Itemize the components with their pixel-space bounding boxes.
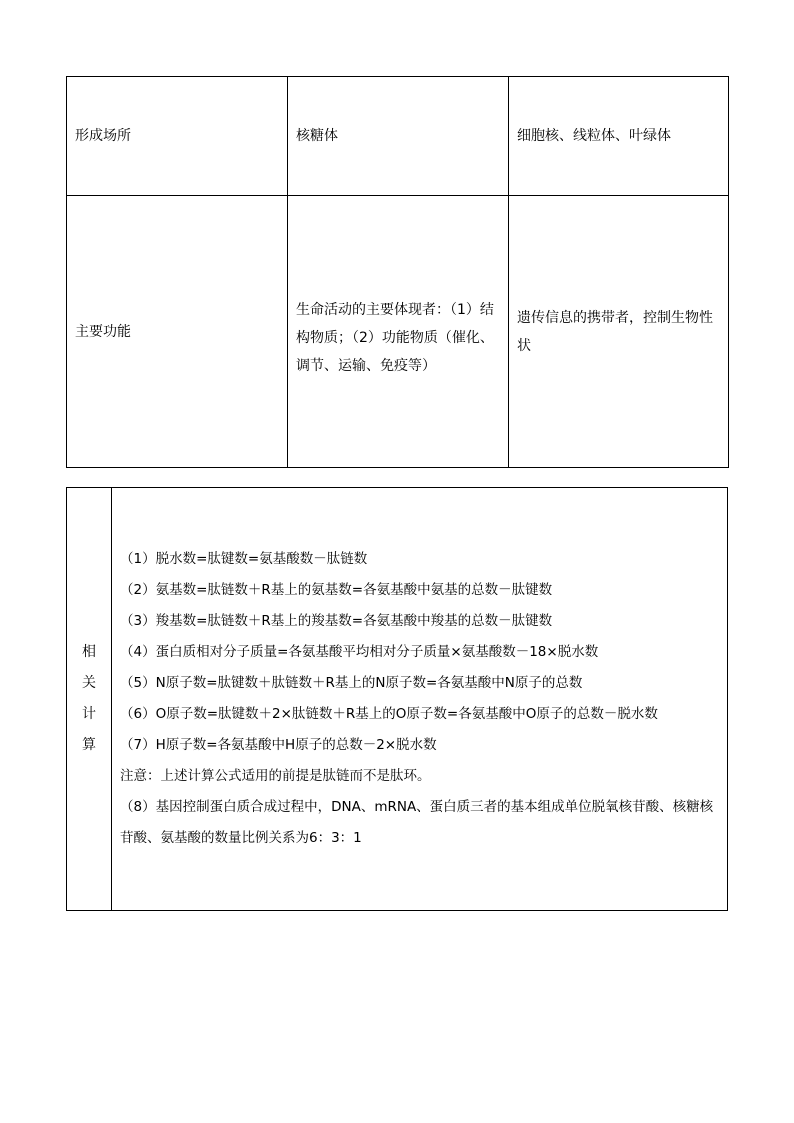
formula-line: （2）氨基数=肽链数＋R基上的氨基数=各氨基酸中氨基的总数－肽键数 [120,582,553,598]
cell-function-protein: 生命活动的主要体现者：（1）结构物质；（2）功能物质（催化、调节、运输、免疫等） [288,196,509,468]
formula-line: （3）羧基数=肽链数＋R基上的羧基数=各氨基酸中羧基的总数－肽键数 [120,613,553,629]
cell-formation-protein: 核糖体 [288,77,509,196]
calculation-table [66,487,728,911]
table-row-calculation [67,488,728,911]
label-char: 相 [82,644,96,660]
cell-formation-label: 形成场所 [67,77,288,196]
formula-line: （6）O原子数=肽键数＋2×肽链数＋R基上的O原子数=各氨基酸中O原子的总数－脱水数 [120,706,658,722]
formula-line: （5）N原子数=肽键数＋肽链数＋R基上的N原子数=各氨基酸中N原子的总数 [120,675,583,691]
label-char: 计 [82,706,96,722]
calculation-content-cell [112,488,728,911]
label-char: 关 [82,675,96,691]
formula-line: （7）H原子数=各氨基酸中H原子的总数－2×脱水数 [120,737,437,753]
formula-line: （4）蛋白质相对分子质量=各氨基酸平均相对分子质量×氨基酸数－18×脱水数 [120,644,599,660]
cell-formation-nucleic-acid: 细胞核、线粒体、叶绿体 [509,77,729,196]
table-row-formation [67,77,729,196]
comparison-table [66,76,729,468]
label-char: 算 [82,737,96,753]
calculation-label-cell [67,488,112,911]
formula-line: （8）基因控制蛋白质合成过程中，DNA、mRNA、蛋白质三者的基本组成单位脱氧核苷酸、核糖核苷酸、氨基酸的数量比例关系为6：3：1 [120,799,714,846]
formula-line: （1）脱水数=肽键数=氨基酸数－肽链数 [120,551,368,567]
table-row-function [67,196,729,468]
note-line: 注意：上述计算公式适用的前提是肽链而不是肽环。 [120,768,431,784]
cell-function-nucleic-acid: 遗传信息的携带者，控制生物性状 [509,196,729,468]
cell-function-label: 主要功能 [67,196,288,468]
